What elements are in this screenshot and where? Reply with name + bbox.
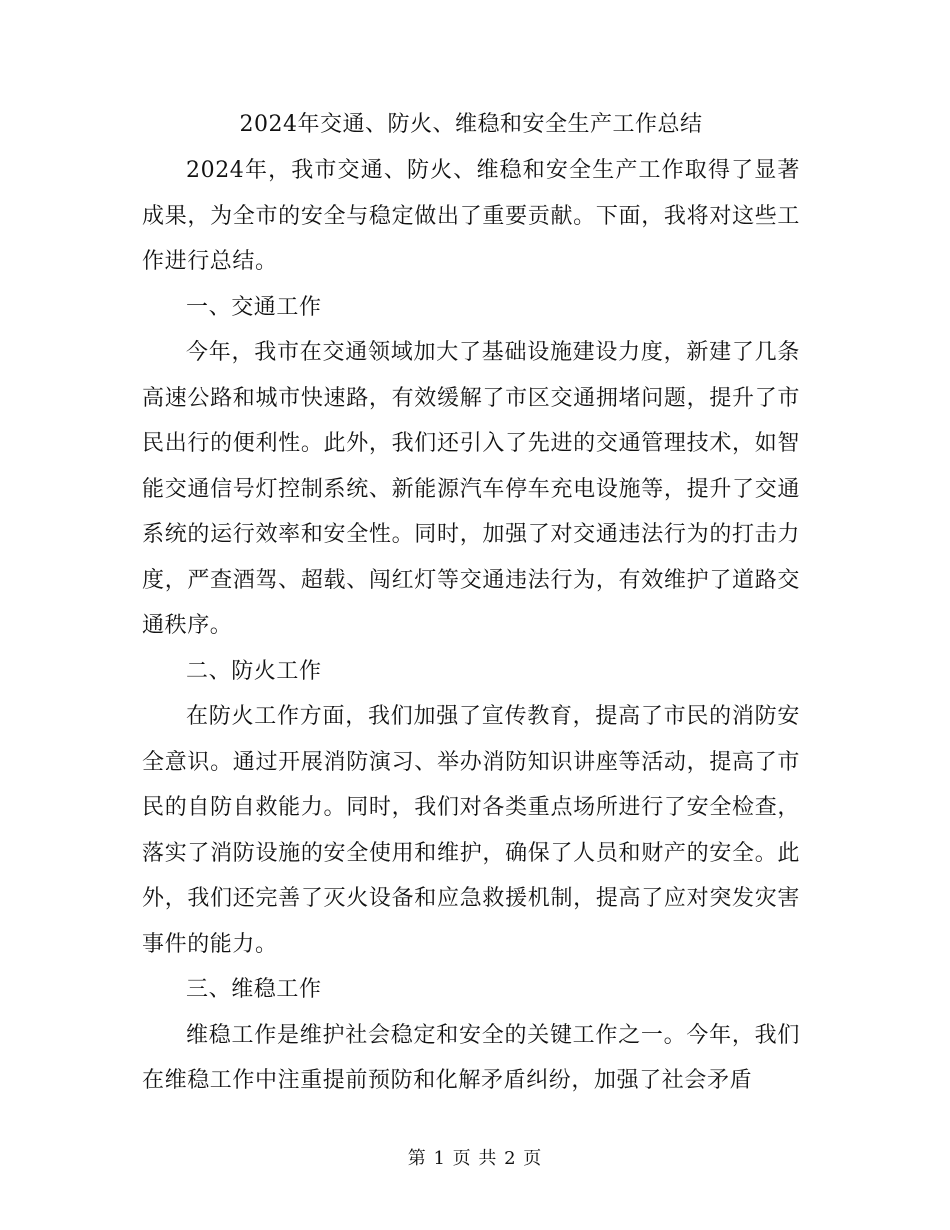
section-heading-traffic: 一、交通工作 — [186, 294, 322, 320]
section-body-stability: 维稳工作是维护社会稳定和安全的关键工作之一。今年，我们在维稳工作中注重提前预防和化解矛盾纠纷，加强了社会矛盾 — [142, 1022, 800, 1093]
section-heading-stability: 三、维稳工作 — [186, 977, 322, 1002]
section-body-fire-prevention: 在防火工作方面，我们加强了宣传教育，提高了市民的消防安全意识。通过开展消防演习、举办消防知识讲座等活动，提高了市民的自防自救能力。同时，我们对各类重点场所进行了安全检查，落实了消防设施的安全使用和维护，确保了人员和财产的安全。此外，我们还完善了灭火设备和应急救援机制，提高了应对突发灾害事件的能力。 — [142, 704, 800, 957]
document-title: 2024年交通、防火、维稳和安全生产工作总结 — [239, 112, 703, 137]
section-heading-fire-prevention: 二、防火工作 — [186, 658, 322, 684]
section-body-traffic: 今年，我市在交通领域加大了基础设施建设力度，新建了几条高速公路和城市快速路，有效缓解了市区交通拥堵问题，提升了市民出行的便利性。此外，我们还引入了先进的交通管理技术，如智能交通信号灯控制系统、新能源汽车停车充电设施等，提升了交通系统的运行效率和安全性。同时，加强了对交通违法行为的打击力度，严查酒驾、超载、闯红灯等交通违法行为，有效维护了道路交通秩序。 — [142, 340, 800, 638]
intro-paragraph: 2024年，我市交通、防火、维稳和安全生产工作取得了显著成果，为全市的安全与稳定做出了重要贡献。下面，我将对这些工作进行总结。 — [142, 158, 800, 274]
page-number-footer: 第 1 页 共 2 页 — [407, 1148, 543, 1169]
document-body — [142, 102, 800, 1104]
